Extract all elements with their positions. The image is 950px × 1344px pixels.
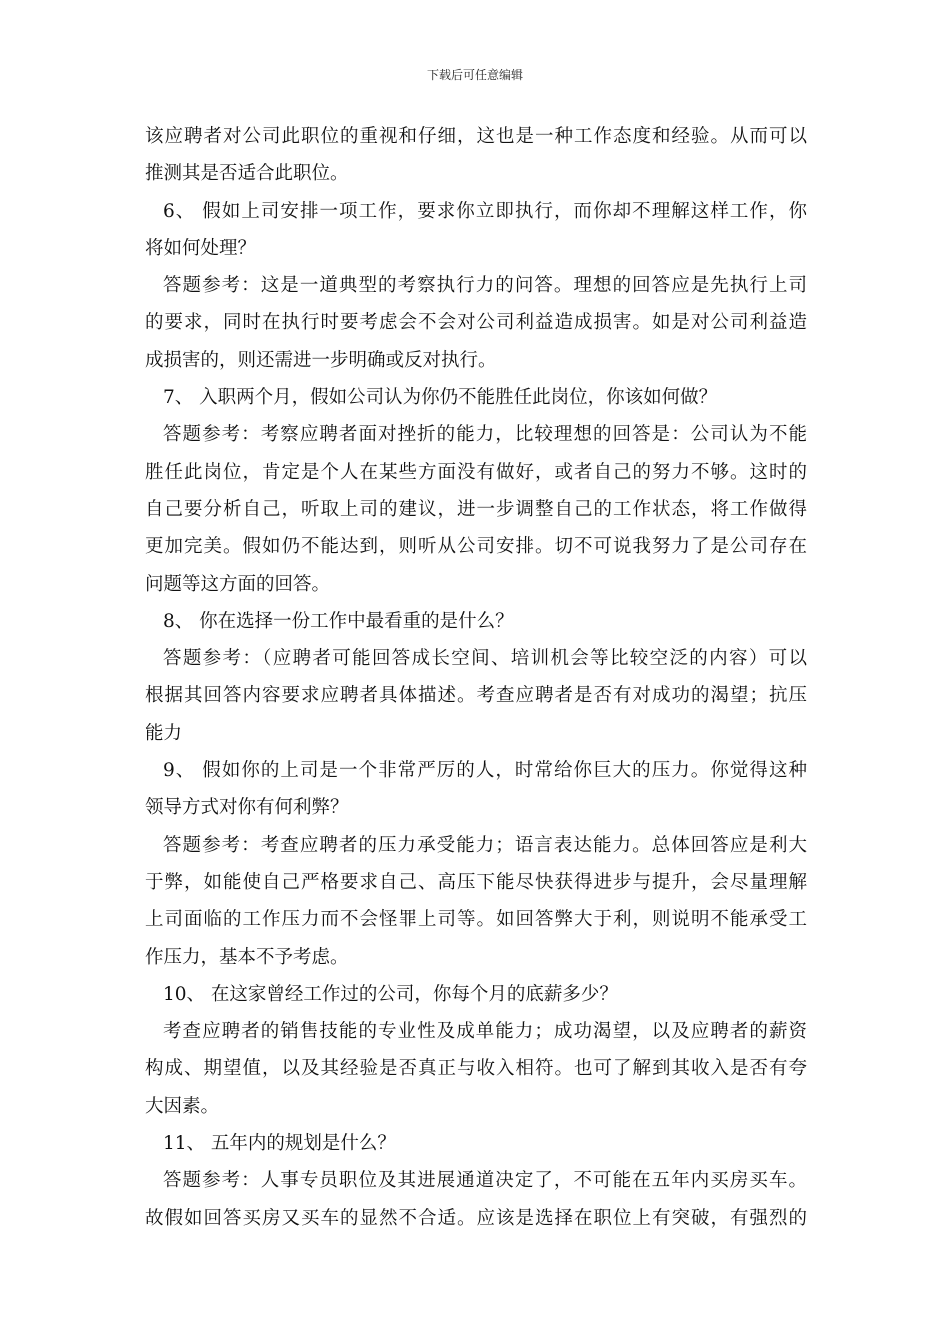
- text-line: 作压力，基本不予考虑。: [145, 946, 349, 968]
- text-line: 6、 假如上司安排一项工作，要求你立即执行，而你却不理解这样工作，你: [163, 200, 807, 222]
- text-line: 该应聘者对公司此职位的重视和仔细，这也是一种工作态度和经验。从而可以: [145, 126, 807, 147]
- text-line: 上司面临的工作压力而不会怪罪上司等。如回答弊大于利，则说明不能承受工: [145, 909, 807, 931]
- text-line: 7、 入职两个月，假如公司认为你仍不能胜任此岗位，你该如何做？: [163, 387, 718, 409]
- text-line: 能力: [145, 722, 183, 744]
- text-line: 胜任此岗位，肯定是个人在某些方面没有做好，或者自己的努力不够。这时的: [145, 461, 807, 483]
- text-line: 8、 你在选择一份工作中最看重的是什么？: [163, 610, 514, 632]
- text-line: 9、 假如你的上司是一个非常严厉的人，时常给你巨大的压力。你觉得这种: [163, 760, 807, 782]
- document-body: [145, 118, 807, 1237]
- text-line: 答题参考：（应聘者可能回答成长空间、培训机会等比较空泛的内容）可以: [163, 648, 807, 670]
- text-line: 推测其是否适合此职位。: [145, 163, 349, 185]
- text-line: 于弊，如能使自己严格要求自己、高压下能尽快获得进步与提升，会尽量理解: [145, 871, 807, 893]
- text-line: 答题参考：人事专员职位及其进展通道决定了，不可能在五年内买房买车。: [163, 1170, 807, 1192]
- text-line: 答题参考：这是一道典型的考察执行力的问答。理想的回答应是先执行上司: [163, 275, 807, 297]
- text-line: 更加完美。假如仍不能达到，则听从公司安排。切不可说我努力了是公司存在: [145, 536, 807, 558]
- text-line: 构成、期望值，以及其经验是否真正与收入相符。也可了解到其收入是否有夸: [145, 1058, 807, 1080]
- text-line: 将如何处理？: [145, 237, 257, 259]
- text-line: 大因素。: [145, 1095, 220, 1117]
- text-line: 成损害的，则还需进一步明确或反对执行。: [145, 349, 497, 371]
- text-line: 答题参考：考查应聘者的压力承受能力；语言表达能力。总体回答应是利大: [163, 834, 807, 856]
- text-line: 故假如回答买房又买车的显然不合适。应该是选择在职位上有突破，有强烈的: [145, 1207, 807, 1229]
- text-line: 11、 五年内的规划是什么？: [163, 1133, 396, 1155]
- text-line: 的要求，同时在执行时要考虑会不会对公司利益造成损害。如是对公司利益造: [145, 312, 807, 334]
- text-line: 根据其回答内容要求应聘者具体描述。考查应聘者是否有对成功的渴望；抗压: [145, 685, 807, 707]
- page-header: 下载后可任意编辑: [426, 68, 523, 82]
- text-line: 答题参考：考察应聘者面对挫折的能力，比较理想的回答是：公司认为不能: [163, 424, 807, 446]
- text-line: 考查应聘者的销售技能的专业性及成单能力；成功渴望，以及应聘者的薪资: [163, 1021, 807, 1043]
- text-line: 自己要分析自己，听取上司的建议，进一步调整自己的工作状态，将工作做得: [145, 498, 807, 520]
- text-line: 10、 在这家曾经工作过的公司，你每个月的底薪多少？: [163, 983, 618, 1005]
- text-line: 领导方式对你有何利弊？: [145, 797, 349, 819]
- text-line: 问题等这方面的回答。: [145, 573, 331, 595]
